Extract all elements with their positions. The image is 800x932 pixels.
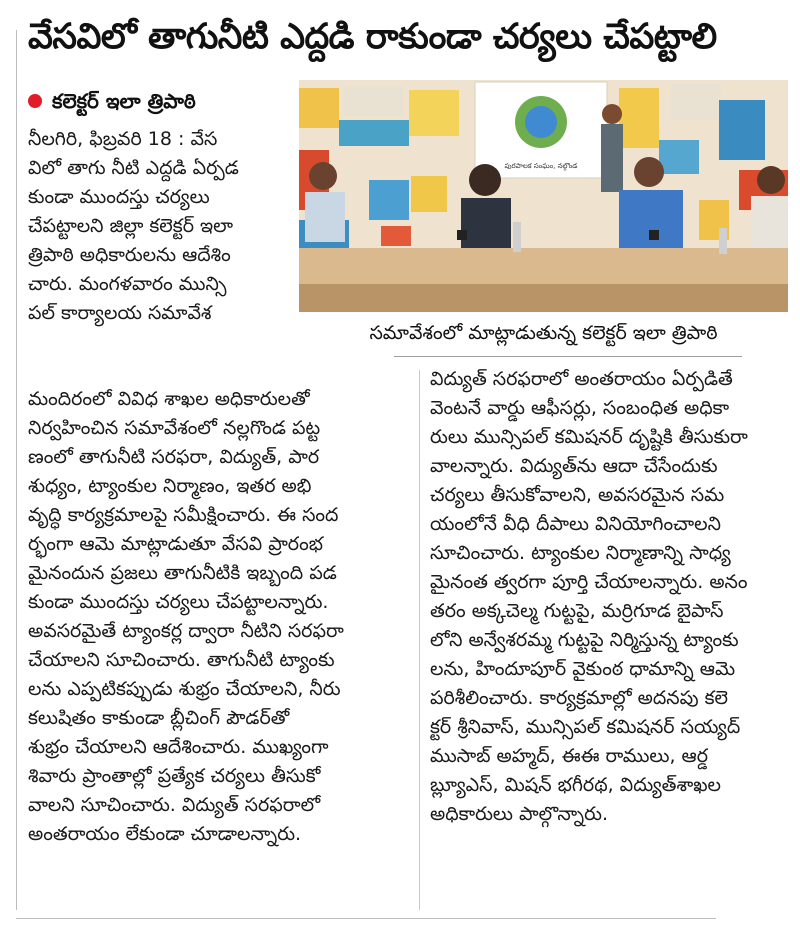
text-line: క్టర్ శ్రీనివాస్, మున్సిపల్ కమిషనర్ సయ్యద్ <box>430 716 741 738</box>
text-line: రులు మున్సిపల్ కమిషనర్ దృష్టికి తీసుకురా <box>430 426 748 448</box>
text-line: కలుషితం కాకుండా బ్లీచింగ్ పౌడర్‌తో <box>28 707 290 729</box>
text-line: సూచించారు. ట్యాంకుల నిర్మాణాన్ని సాధ్య <box>430 542 731 564</box>
text-line: చర్యలు తీసుకోవాలని, అవసరమైన సమ <box>430 484 725 506</box>
article-column-top-left <box>28 125 290 328</box>
text-line: చేపట్టాలని జిల్లా కలెక్టర్ ఇలా <box>28 215 233 237</box>
text-line: ర్భంగా ఆమె మాట్లాడుతూ వేసవి ప్రారంభ <box>28 533 323 555</box>
text-line: వాలన్నారు. విద్యుత్‌ను ఆదా చేసేందుకు <box>430 455 718 477</box>
article-column-right <box>430 365 790 829</box>
text-line: వెంటనే వార్డు ఆఫీసర్లు, సంబంధిత అధికా <box>430 397 730 419</box>
left-margin-rule <box>16 30 17 910</box>
text-line: కుండా ముందస్తు చర్యలు <box>28 186 210 208</box>
text-line: ముసాబ్ అహ్మద్, ఈఈ రాములు, ఆర్డ <box>430 745 708 767</box>
text-line: మందిరంలో వివిధ శాఖల అధికారులతో <box>28 388 310 410</box>
text-line: వాలని సూచించారు. విద్యుత్ సరఫరాలో <box>28 794 321 816</box>
text-line: వృద్ధి కార్యక్రమాలపై సమీక్షించారు. ఈ సంద <box>28 504 339 526</box>
text-line: కుండా ముందస్తు చర్యలు చేపట్టాలన్నారు. <box>28 591 329 613</box>
red-bullet-icon <box>28 94 42 108</box>
text-line: చారు. మంగళవారం మున్సి <box>28 273 227 295</box>
text-line: త్రిపాఠి అధికారులను ఆదేశిం <box>28 244 231 266</box>
text-line: బ్ల్యూఎస్, మిషన్ భగీరథ, విద్యుత్‌శాఖల <box>430 774 722 796</box>
photo-caption: సమావేశంలో మాట్లాడుతున్న కలెక్టర్ ఇలా త్రిపాఠి <box>369 322 718 344</box>
text-line: విద్యుత్ సరఫరాలో అంతరాయం ఏర్పడితే <box>430 368 733 390</box>
text-line: చేయాలని సూచించారు. తాగునీటి ట్యాంకు <box>28 649 335 671</box>
text-line: నీలగిరి, ఫిబ్రవరి 18 : వేస <box>28 128 218 150</box>
text-line: అంతరాయం లేకుండా చూడాలన్నారు. <box>28 823 302 845</box>
text-line: పల్ కార్యాలయ సమావేశ <box>28 302 212 324</box>
text-line: ణంలో తాగునీటి సరఫరా, విద్యుత్, పార <box>28 446 320 468</box>
text-line: శుభ్రం చేయాలని ఆదేశించారు. ముఖ్యంగా <box>28 736 329 758</box>
meeting-photo-illustration <box>299 80 788 312</box>
byline <box>28 86 196 116</box>
text-line: తరం అక్కచెల్మ గుట్టపై, మర్రిగూడ బైపాస్ <box>430 600 724 622</box>
article-column-left <box>28 385 408 849</box>
text-line: మైనంత త్వరగా పూర్తి చేయాలన్నారు. అనం <box>430 571 748 593</box>
bottom-rule <box>16 918 716 919</box>
column-divider <box>419 370 420 910</box>
text-line: అవసరమైతే ట్యాంకర్ల ద్వారా నీటిని సరఫరా <box>28 620 344 642</box>
caption-divider <box>394 356 742 357</box>
banner-label: పురపాలక సంఘం, నల్గొండ <box>504 162 578 170</box>
text-line: శుధ్యం, ట్యాంకుల నిర్మాణం, ఇతర అభి <box>28 475 312 497</box>
headline: వేసవిలో తాగునీటి ఎద్దడి రాకుండా చర్యలు చేపట్టాలి <box>28 17 717 57</box>
text-line: శివారు ప్రాంతాల్లో ప్రత్యేక చర్యలు తీసుకో <box>28 765 321 787</box>
news-photo <box>299 80 788 312</box>
text-line: నిర్వహించిన సమావేశంలో నల్లగొండ పట్ట <box>28 417 321 439</box>
text-line: లను, హిందూపూర్ వైకుంఠ ధామాన్ని ఆమె <box>430 658 736 680</box>
text-line: లోని అన్వేశరమ్మ గుట్టపై నిర్మిస్తున్న ట్యాంకు <box>430 629 739 651</box>
byline-text: కలెక్టర్ ఇలా త్రిపాఠి <box>52 89 196 113</box>
text-line: విలో తాగు నీటి ఎద్దడి ఏర్పడ <box>28 157 239 179</box>
text-line: పరిశీలించారు. కార్యక్రమాల్లో అదనపు కలె <box>430 687 729 709</box>
text-line: లను ఎప్పటికప్పుడు శుభ్రం చేయాలని, నీరు <box>28 678 341 700</box>
text-line: మైనందున ప్రజలు తాగునీటికి ఇబ్బంది పడ <box>28 562 337 584</box>
text-line: అధికారులు పాల్గొన్నారు. <box>430 803 608 825</box>
text-line: యంలోనే వీధి దీపాలు వినియోగించాలని <box>430 513 721 535</box>
